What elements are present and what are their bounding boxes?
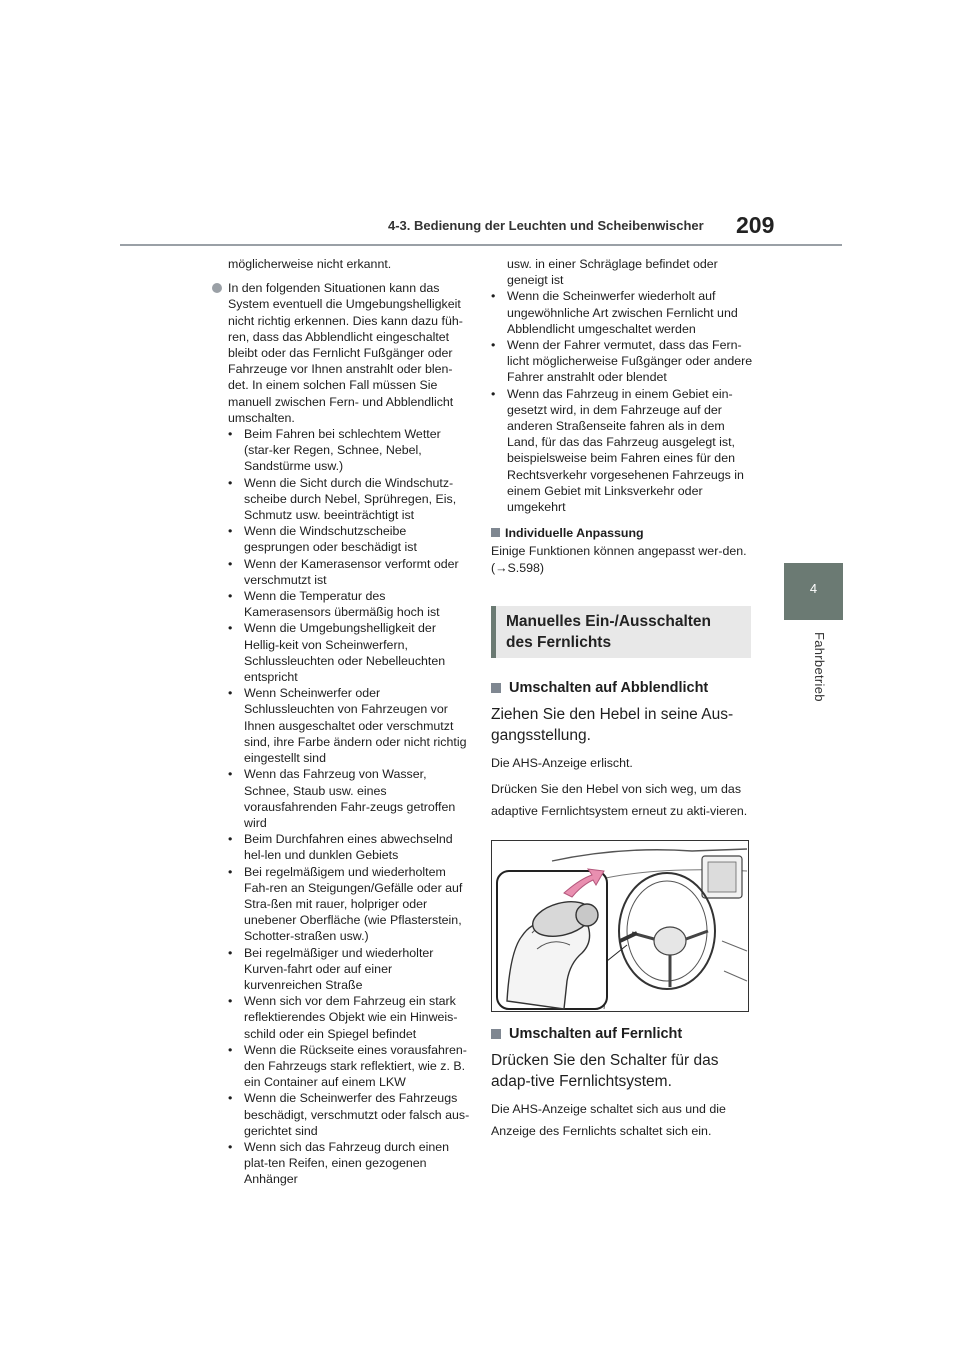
list-item: • Wenn das Fahrzeug von Wasser, Schnee, Staub usw. eines vorausfahrenden Fahr-zeugs getroffen wird [228,766,470,831]
lever-illustration [491,840,749,1012]
section-title-line2: des Fernlichts [506,633,612,651]
chapter-tab[interactable] [784,563,843,620]
section-title-line1: Manuelles Ein-/Ausschalten [506,612,711,630]
list-item: • Bei regelmäßigem und wiederholtem Fah-ren an Steigungen/Gefälle oder auf Stra-ßen mit rauer, holpriger oder unebener Oberfläche (wie Pflasterstein, Schotter-straßen usw.) [228,864,470,945]
square-bullet-icon [491,1029,501,1039]
list-item: • Wenn die Rückseite eines vorausfahren-den Fahrzeugs stark reflektiert, wie z. B. ein Container auf einem LKW [228,1042,470,1091]
bullet-dot-icon [212,283,222,293]
low-beam-note1: Die AHS-Anzeige erlischt. [491,755,633,770]
dashboard-lever-drawing [492,841,749,1012]
bullet-paragraph-text: In den folgenden Situationen kann das System eventuell die Umgebungshelligkeit nicht richtig erkennen. Dies kann dazu füh-ren, dass das Abblendlicht eingeschaltet bleibt oder das Fernlicht Fußgänger oder Fahrzeuge vor Ihnen anstrahlt oder blen-det. In einem solchen Fall müssen Sie manuell zwischen Fern- und Abblendlicht umschalten. [228,281,463,425]
low-beam-note2: Drücken Sie den Hebel von sich weg, um das adaptive Fernlichtsystem erneut zu akti-vieren. [491,781,748,818]
list-item: • Wenn sich vor dem Fahrzeug ein stark reflektierendes Objekt wie ein Hinweis-schild oder ein Spiegel befindet [228,993,470,1042]
customization-heading [491,525,753,541]
section-title [506,611,711,653]
continued-text: möglicherweise nicht erkannt. [228,257,392,271]
list-item: • Wenn die Umgebungshelligkeit der Hellig-keit von Scheinwerfern, Schlussleuchten oder Nebelleuchten entspricht [228,620,470,685]
square-bullet-icon [491,683,501,693]
list-item: • Wenn die Temperatur des Kamerasensors übermäßig hoch ist [228,588,470,620]
list-item: • Wenn die Scheinwerfer wiederholt auf ungewöhnliche Art zwischen Fernlicht und Abblendlicht umgeschaltet werden [491,288,753,337]
list-item: • Wenn die Sicht durch die Windschutz-scheibe durch Nebel, Sprühregen, Eis, Schmutz usw. beeinträchtigt ist [228,475,470,524]
list-item: • Wenn die Scheinwerfer des Fahrzeugs beschädigt, verschmutzt oder falsch aus-gerichtet sind [228,1090,470,1139]
chapter-label: Fahrbetrieb [812,632,827,702]
situation-list-continued [491,256,753,515]
header-section-title: 4-3. Bedienung der Leuchten und Scheibenwischer [388,218,704,233]
customization-heading-text: Individuelle Anpassung [505,526,644,541]
high-beam-note: Die AHS-Anzeige schaltet sich aus und die Anzeige des Fernlichts schaltet sich ein. [491,1101,726,1138]
list-item: • Wenn der Kamerasensor verformt oder verschmutzt ist [228,556,470,588]
page-number: 209 [736,212,775,238]
high-beam-heading [491,1024,753,1044]
list-item: • Wenn sich das Fahrzeug durch einen plat-ten Reifen, einen gezogenen Anhänger [228,1139,470,1188]
low-beam-heading-text: Umschalten auf Abblendlicht [509,679,709,696]
bullet-paragraph [212,280,470,426]
header-divider [120,244,842,246]
situation-list [212,426,470,1188]
list-item: • Wenn die Windschutzscheibe gesprungen oder beschädigt ist [228,523,470,555]
left-column [212,256,470,1188]
list-item: • Wenn der Fahrer vermutet, dass das Fern-licht möglicherweise Fußgänger oder andere Fahrer anstrahlt oder blendet [491,337,753,386]
section-heading-box [491,606,751,658]
square-bullet-icon [491,528,500,537]
chapter-number: 4 [809,581,818,596]
customization-text: Einige Funktionen können angepasst wer-den. (→S.598) [491,544,747,575]
list-item: • Wenn das Fahrzeug in einem Gebiet ein-gesetzt wird, in dem Fahrzeuge auf der anderen Straßenseite fahren als in dem Land, für das das Fahrzeug ausgelegt ist, beispielsweise beim Fahren eines für den Rechtsverkehr vorgesehenen Fahrzeugs in einem Gebiet mit Linksverkehr oder umgekehrt [491,386,753,516]
list-item: • Beim Fahren bei schlechtem Wetter (star-ker Regen, Schnee, Nebel, Sandstürme usw.) [228,426,470,475]
low-beam-heading [491,678,753,698]
high-beam-heading-text: Umschalten auf Fernlicht [509,1025,683,1042]
list-item: • Beim Durchfahren eines abwechselnd hel-len und dunklen Gebiets [228,831,470,863]
list-item: • Bei regelmäßiger und wiederholter Kurven-fahrt oder auf einer kurvenreichen Straße [228,945,470,994]
low-beam-instruction: Ziehen Sie den Hebel in seine Aus-gangsstellung. [491,705,734,744]
list-item-continued: usw. in einer Schräglage befindet oder geneigt ist [507,257,718,288]
right-column [491,256,753,1142]
high-beam-instruction: Drücken Sie den Schalter für das adap-tive Fernlichtsystem. [491,1051,719,1090]
list-item: • Wenn Scheinwerfer oder Schlussleuchten von Fahrzeugen vor Ihnen ausgeschaltet oder verschmutzt sind, ihre Farbe ändern oder nicht richtig eingestellt sind [228,685,470,766]
